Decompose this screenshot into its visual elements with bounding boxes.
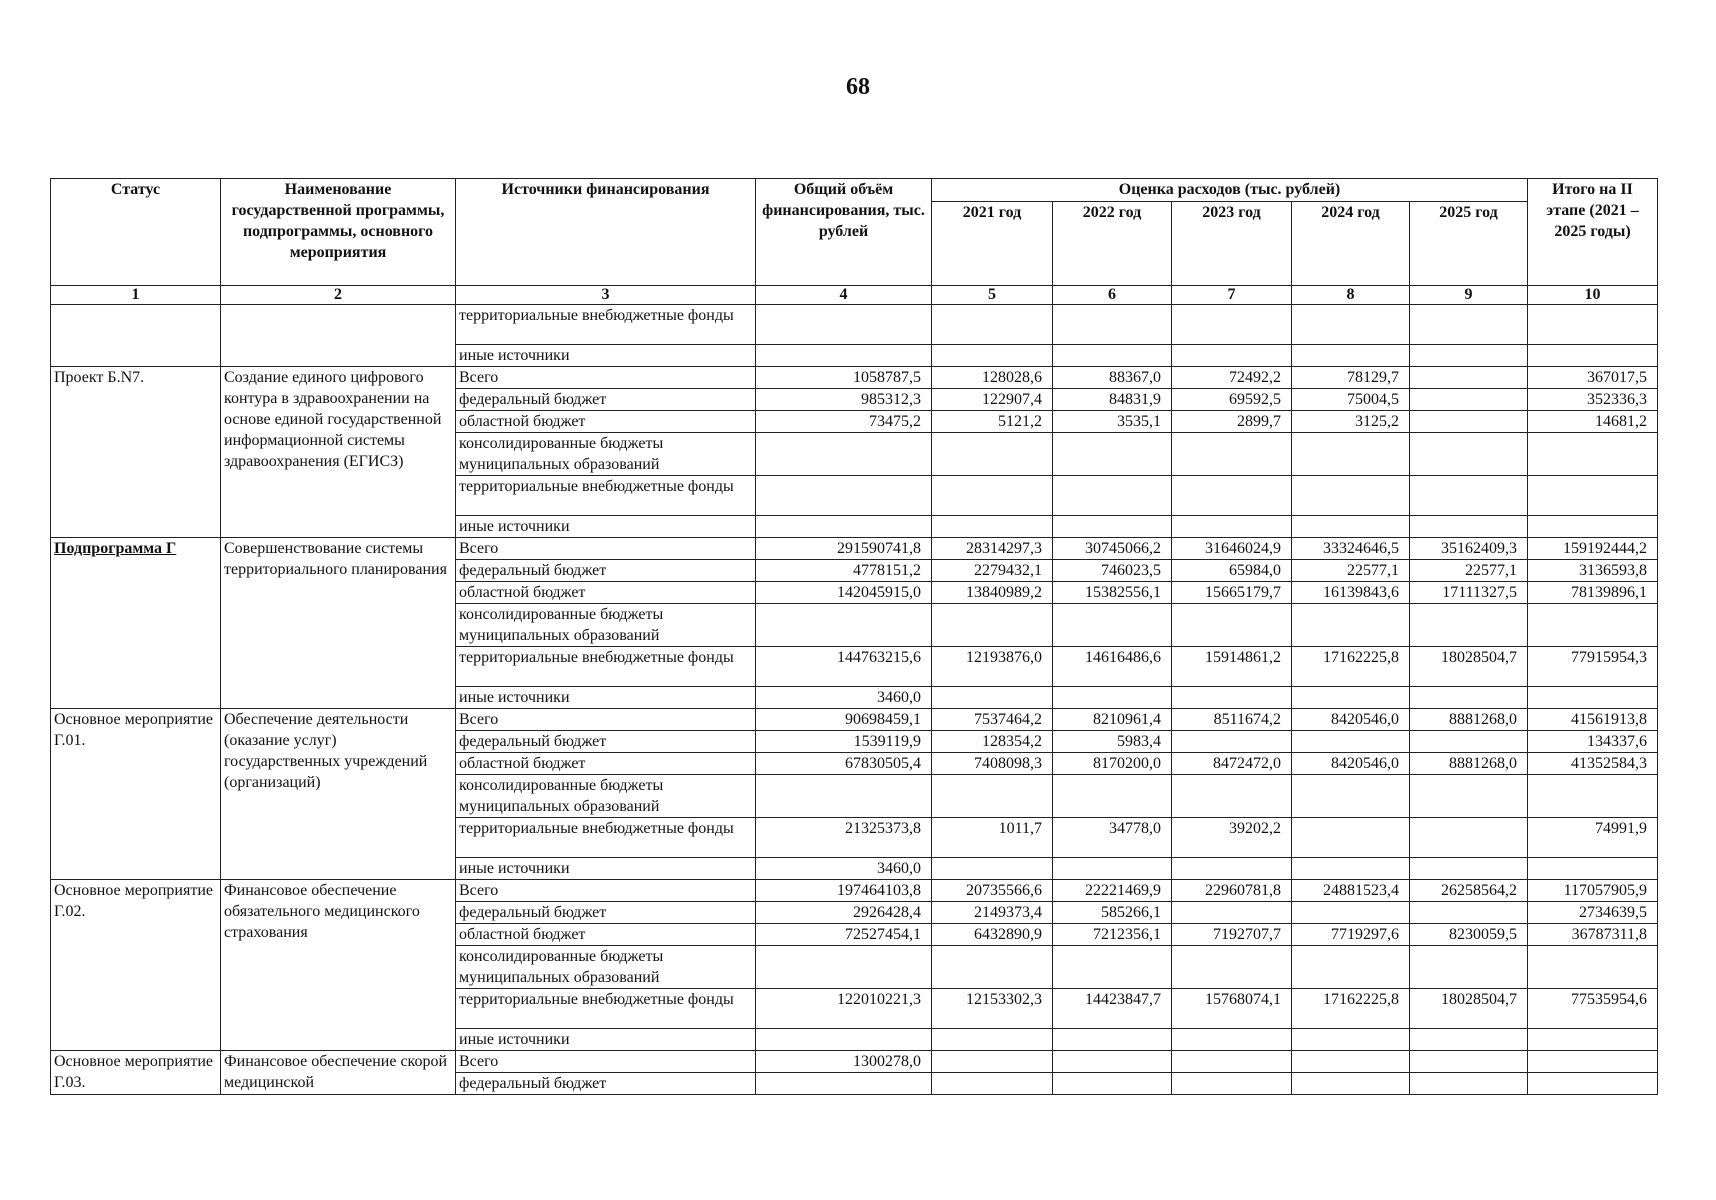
header-total: Общий объём финансирования, тыс. рублей xyxy=(756,179,932,286)
table-row xyxy=(51,538,1658,560)
value-cell-itogo: 2734639,5 xyxy=(1528,902,1658,924)
value-cell-total: 1539119,9 xyxy=(756,731,932,753)
value-cell-itogo: 159192444,2 xyxy=(1528,538,1658,560)
header-2025: 2025 год xyxy=(1410,202,1528,286)
value-cell-y2025 xyxy=(1410,1073,1528,1095)
value-cell-y2022 xyxy=(1053,604,1172,647)
value-cell-y2022: 8170200,0 xyxy=(1053,753,1172,775)
header-status: Статус xyxy=(51,179,221,286)
value-cell-y2023: 72492,2 xyxy=(1172,367,1292,389)
value-cell-total xyxy=(756,433,932,476)
value-cell-y2021 xyxy=(932,775,1053,818)
status-cell xyxy=(51,367,221,538)
status-cell xyxy=(51,1051,221,1095)
value-cell-y2023: 15768074,1 xyxy=(1172,989,1292,1029)
value-cell-itogo: 117057905,9 xyxy=(1528,880,1658,902)
value-cell-itogo: 41352584,3 xyxy=(1528,753,1658,775)
source-cell: иные источники xyxy=(456,858,756,880)
value-cell-y2022: 3535,1 xyxy=(1053,411,1172,433)
value-cell-y2023 xyxy=(1172,305,1292,345)
value-cell-y2025: 18028504,7 xyxy=(1410,989,1528,1029)
value-cell-y2021 xyxy=(932,1029,1053,1051)
program-name-cell xyxy=(221,305,456,367)
value-cell-y2025 xyxy=(1410,433,1528,476)
value-cell-itogo xyxy=(1528,516,1658,538)
value-cell-y2023 xyxy=(1172,687,1292,709)
table-row xyxy=(51,367,1658,389)
value-cell-y2022: 88367,0 xyxy=(1053,367,1172,389)
status-text: Основное мероприятие Г.02. xyxy=(54,882,213,920)
value-cell-y2023 xyxy=(1172,604,1292,647)
column-number-row xyxy=(51,286,1658,305)
value-cell-y2023: 7192707,7 xyxy=(1172,924,1292,946)
value-cell-total: 1058787,5 xyxy=(756,367,932,389)
value-cell-itogo: 74991,9 xyxy=(1528,818,1658,858)
value-cell-y2021 xyxy=(932,858,1053,880)
value-cell-total: 21325373,8 xyxy=(756,818,932,858)
value-cell-y2022 xyxy=(1053,345,1172,367)
source-cell: Всего xyxy=(456,538,756,560)
value-cell-y2021 xyxy=(932,687,1053,709)
value-cell-y2023: 15665179,7 xyxy=(1172,582,1292,604)
value-cell-y2021: 7408098,3 xyxy=(932,753,1053,775)
value-cell-itogo xyxy=(1528,775,1658,818)
program-name-cell: Создание единого цифрового контура в здравоохранении на основе единой государственной информационной системы здравоохранения (ЕГИСЗ) xyxy=(221,367,456,538)
value-cell-itogo xyxy=(1528,433,1658,476)
value-cell-y2021 xyxy=(932,1051,1053,1073)
value-cell-total: 67830505,4 xyxy=(756,753,932,775)
program-name-cell: Финансовое обеспечение скорой медицинской xyxy=(221,1051,456,1095)
value-cell-y2025 xyxy=(1410,775,1528,818)
value-cell-total: 4778151,2 xyxy=(756,560,932,582)
value-cell-y2021: 6432890,9 xyxy=(932,924,1053,946)
value-cell-y2024 xyxy=(1292,476,1410,516)
source-cell: областной бюджет xyxy=(456,753,756,775)
value-cell-y2023 xyxy=(1172,946,1292,989)
value-cell-y2022 xyxy=(1053,946,1172,989)
value-cell-y2021: 12193876,0 xyxy=(932,647,1053,687)
value-cell-itogo: 367017,5 xyxy=(1528,367,1658,389)
value-cell-y2025 xyxy=(1410,604,1528,647)
source-cell: территориальные внебюджетные фонды xyxy=(456,989,756,1029)
status-text: Основное мероприятие Г.03. xyxy=(54,1053,213,1091)
value-cell-y2024 xyxy=(1292,1029,1410,1051)
value-cell-total xyxy=(756,1073,932,1095)
value-cell-y2023: 8472472,0 xyxy=(1172,753,1292,775)
value-cell-y2025 xyxy=(1410,946,1528,989)
value-cell-y2025: 8881268,0 xyxy=(1410,753,1528,775)
value-cell-y2024 xyxy=(1292,604,1410,647)
value-cell-y2023: 15914861,2 xyxy=(1172,647,1292,687)
value-cell-y2025 xyxy=(1410,516,1528,538)
program-name-cell: Совершенствование системы территориального планирования xyxy=(221,538,456,709)
source-cell: территориальные внебюджетные фонды xyxy=(456,647,756,687)
value-cell-y2022 xyxy=(1053,858,1172,880)
value-cell-itogo xyxy=(1528,476,1658,516)
value-cell-y2022 xyxy=(1053,687,1172,709)
value-cell-y2024 xyxy=(1292,902,1410,924)
value-cell-y2024 xyxy=(1292,1051,1410,1073)
source-cell: федеральный бюджет xyxy=(456,1073,756,1095)
value-cell-total: 1300278,0 xyxy=(756,1051,932,1073)
value-cell-y2023 xyxy=(1172,1029,1292,1051)
value-cell-y2022: 84831,9 xyxy=(1053,389,1172,411)
value-cell-y2024 xyxy=(1292,433,1410,476)
value-cell-y2022 xyxy=(1053,1073,1172,1095)
value-cell-itogo xyxy=(1528,1051,1658,1073)
source-cell: областной бюджет xyxy=(456,582,756,604)
value-cell-y2023 xyxy=(1172,858,1292,880)
value-cell-y2021: 20735566,6 xyxy=(932,880,1053,902)
value-cell-total: 3460,0 xyxy=(756,858,932,880)
value-cell-total: 72527454,1 xyxy=(756,924,932,946)
source-cell: консолидированные бюджеты муниципальных образований xyxy=(456,946,756,989)
source-cell: иные источники xyxy=(456,687,756,709)
value-cell-total xyxy=(756,946,932,989)
table-row xyxy=(51,709,1658,731)
value-cell-y2021: 122907,4 xyxy=(932,389,1053,411)
value-cell-y2024: 8420546,0 xyxy=(1292,753,1410,775)
value-cell-y2022: 746023,5 xyxy=(1053,560,1172,582)
value-cell-itogo xyxy=(1528,1073,1658,1095)
column-number: 9 xyxy=(1410,286,1528,305)
value-cell-y2024 xyxy=(1292,946,1410,989)
status-cell xyxy=(51,305,221,367)
value-cell-y2025 xyxy=(1410,731,1528,753)
value-cell-total xyxy=(756,775,932,818)
value-cell-y2023 xyxy=(1172,1051,1292,1073)
value-cell-y2022: 7212356,1 xyxy=(1053,924,1172,946)
value-cell-itogo: 3136593,8 xyxy=(1528,560,1658,582)
value-cell-y2022: 14423847,7 xyxy=(1053,989,1172,1029)
source-cell: Всего xyxy=(456,880,756,902)
table-row xyxy=(51,880,1658,902)
value-cell-itogo: 78139896,1 xyxy=(1528,582,1658,604)
value-cell-y2025 xyxy=(1410,389,1528,411)
value-cell-y2024 xyxy=(1292,858,1410,880)
source-cell: иные источники xyxy=(456,516,756,538)
value-cell-y2024: 8420546,0 xyxy=(1292,709,1410,731)
value-cell-total: 291590741,8 xyxy=(756,538,932,560)
value-cell-y2025 xyxy=(1410,1029,1528,1051)
value-cell-y2021 xyxy=(932,305,1053,345)
header-estimate: Оценка расходов (тыс. рублей) xyxy=(932,179,1528,202)
value-cell-y2022 xyxy=(1053,476,1172,516)
value-cell-y2024 xyxy=(1292,516,1410,538)
value-cell-itogo xyxy=(1528,687,1658,709)
value-cell-total: 3460,0 xyxy=(756,687,932,709)
value-cell-y2023: 22960781,8 xyxy=(1172,880,1292,902)
header-name: Наименование государственной программы, подпрограммы, основного мероприятия xyxy=(221,179,456,286)
value-cell-itogo xyxy=(1528,858,1658,880)
value-cell-total: 985312,3 xyxy=(756,389,932,411)
value-cell-y2024: 24881523,4 xyxy=(1292,880,1410,902)
value-cell-y2022 xyxy=(1053,1029,1172,1051)
value-cell-y2023 xyxy=(1172,902,1292,924)
value-cell-y2025 xyxy=(1410,367,1528,389)
source-cell: федеральный бюджет xyxy=(456,560,756,582)
source-cell: консолидированные бюджеты муниципальных образований xyxy=(456,604,756,647)
value-cell-y2025: 26258564,2 xyxy=(1410,880,1528,902)
value-cell-y2021 xyxy=(932,345,1053,367)
value-cell-y2022: 15382556,1 xyxy=(1053,582,1172,604)
value-cell-itogo xyxy=(1528,946,1658,989)
value-cell-y2022 xyxy=(1053,1051,1172,1073)
value-cell-y2021 xyxy=(932,604,1053,647)
status-cell xyxy=(51,880,221,1051)
value-cell-itogo: 352336,3 xyxy=(1528,389,1658,411)
value-cell-total: 144763215,6 xyxy=(756,647,932,687)
value-cell-y2025 xyxy=(1410,411,1528,433)
value-cell-y2025: 35162409,3 xyxy=(1410,538,1528,560)
value-cell-itogo xyxy=(1528,305,1658,345)
value-cell-itogo xyxy=(1528,1029,1658,1051)
value-cell-y2023 xyxy=(1172,775,1292,818)
value-cell-y2022 xyxy=(1053,775,1172,818)
source-cell: консолидированные бюджеты муниципальных образований xyxy=(456,775,756,818)
value-cell-y2023: 2899,7 xyxy=(1172,411,1292,433)
value-cell-y2022 xyxy=(1053,433,1172,476)
column-number: 5 xyxy=(932,286,1053,305)
value-cell-total: 197464103,8 xyxy=(756,880,932,902)
source-cell: консолидированные бюджеты муниципальных образований xyxy=(456,433,756,476)
value-cell-y2025 xyxy=(1410,687,1528,709)
source-cell: Всего xyxy=(456,367,756,389)
status-text: Основное мероприятие Г.01. xyxy=(54,711,213,749)
value-cell-y2024 xyxy=(1292,1073,1410,1095)
source-cell: территориальные внебюджетные фонды xyxy=(456,818,756,858)
value-cell-y2024: 3125,2 xyxy=(1292,411,1410,433)
value-cell-y2024 xyxy=(1292,687,1410,709)
value-cell-y2025 xyxy=(1410,818,1528,858)
value-cell-y2021 xyxy=(932,433,1053,476)
value-cell-total: 2926428,4 xyxy=(756,902,932,924)
value-cell-y2023 xyxy=(1172,1073,1292,1095)
value-cell-itogo xyxy=(1528,345,1658,367)
value-cell-y2024 xyxy=(1292,305,1410,345)
header-2021: 2021 год xyxy=(932,202,1053,286)
value-cell-y2022 xyxy=(1053,516,1172,538)
value-cell-y2024: 7719297,6 xyxy=(1292,924,1410,946)
value-cell-total: 73475,2 xyxy=(756,411,932,433)
value-cell-y2023 xyxy=(1172,345,1292,367)
value-cell-y2024: 22577,1 xyxy=(1292,560,1410,582)
source-cell: областной бюджет xyxy=(456,924,756,946)
value-cell-total: 142045915,0 xyxy=(756,582,932,604)
value-cell-itogo xyxy=(1528,604,1658,647)
value-cell-itogo: 14681,2 xyxy=(1528,411,1658,433)
value-cell-y2025: 8230059,5 xyxy=(1410,924,1528,946)
value-cell-y2024 xyxy=(1292,775,1410,818)
value-cell-y2024: 33324646,5 xyxy=(1292,538,1410,560)
value-cell-total xyxy=(756,305,932,345)
status-text: Проект Б.N7. xyxy=(54,369,145,386)
column-number: 3 xyxy=(456,286,756,305)
value-cell-y2024: 17162225,8 xyxy=(1292,647,1410,687)
value-cell-itogo: 36787311,8 xyxy=(1528,924,1658,946)
source-cell: федеральный бюджет xyxy=(456,389,756,411)
column-number: 10 xyxy=(1528,286,1658,305)
column-number: 7 xyxy=(1172,286,1292,305)
column-number: 1 xyxy=(51,286,221,305)
header-2024: 2024 год xyxy=(1292,202,1410,286)
value-cell-itogo: 77535954,6 xyxy=(1528,989,1658,1029)
source-cell: территориальные внебюджетные фонды xyxy=(456,305,756,345)
source-cell: Всего xyxy=(456,709,756,731)
source-cell: территориальные внебюджетные фонды xyxy=(456,476,756,516)
column-number: 2 xyxy=(221,286,456,305)
value-cell-y2025 xyxy=(1410,476,1528,516)
value-cell-y2025: 22577,1 xyxy=(1410,560,1528,582)
value-cell-itogo: 134337,6 xyxy=(1528,731,1658,753)
value-cell-y2021: 13840989,2 xyxy=(932,582,1053,604)
source-cell: иные источники xyxy=(456,345,756,367)
table-body xyxy=(51,305,1658,1095)
value-cell-y2025 xyxy=(1410,1051,1528,1073)
header-2023: 2023 год xyxy=(1172,202,1292,286)
value-cell-y2023 xyxy=(1172,731,1292,753)
value-cell-y2022: 30745066,2 xyxy=(1053,538,1172,560)
value-cell-y2021 xyxy=(932,1073,1053,1095)
value-cell-itogo: 77915954,3 xyxy=(1528,647,1658,687)
value-cell-y2023: 65984,0 xyxy=(1172,560,1292,582)
value-cell-y2021: 12153302,3 xyxy=(932,989,1053,1029)
value-cell-y2023 xyxy=(1172,476,1292,516)
value-cell-y2023: 31646024,9 xyxy=(1172,538,1292,560)
value-cell-y2024 xyxy=(1292,345,1410,367)
table-row xyxy=(51,305,1658,345)
value-cell-y2022: 34778,0 xyxy=(1053,818,1172,858)
value-cell-total xyxy=(756,516,932,538)
value-cell-y2021: 128354,2 xyxy=(932,731,1053,753)
value-cell-y2022: 5983,4 xyxy=(1053,731,1172,753)
value-cell-y2025: 17111327,5 xyxy=(1410,582,1528,604)
value-cell-y2024: 16139843,6 xyxy=(1292,582,1410,604)
value-cell-y2024: 17162225,8 xyxy=(1292,989,1410,1029)
value-cell-y2022 xyxy=(1053,305,1172,345)
value-cell-itogo: 41561913,8 xyxy=(1528,709,1658,731)
source-cell: областной бюджет xyxy=(456,411,756,433)
source-cell: иные источники xyxy=(456,1029,756,1051)
value-cell-y2021: 128028,6 xyxy=(932,367,1053,389)
value-cell-y2021 xyxy=(932,476,1053,516)
value-cell-y2021: 2149373,4 xyxy=(932,902,1053,924)
value-cell-y2025 xyxy=(1410,858,1528,880)
value-cell-y2021: 2279432,1 xyxy=(932,560,1053,582)
value-cell-y2022: 585266,1 xyxy=(1053,902,1172,924)
value-cell-y2023: 8511674,2 xyxy=(1172,709,1292,731)
value-cell-total xyxy=(756,1029,932,1051)
value-cell-y2021 xyxy=(932,516,1053,538)
value-cell-y2023: 69592,5 xyxy=(1172,389,1292,411)
value-cell-y2022: 8210961,4 xyxy=(1053,709,1172,731)
value-cell-y2022: 22221469,9 xyxy=(1053,880,1172,902)
value-cell-y2024 xyxy=(1292,731,1410,753)
value-cell-y2021: 5121,2 xyxy=(932,411,1053,433)
value-cell-y2025: 18028504,7 xyxy=(1410,647,1528,687)
value-cell-y2023 xyxy=(1172,433,1292,476)
value-cell-total xyxy=(756,476,932,516)
value-cell-y2025 xyxy=(1410,902,1528,924)
value-cell-y2023: 39202,2 xyxy=(1172,818,1292,858)
value-cell-y2021 xyxy=(932,946,1053,989)
column-number: 6 xyxy=(1053,286,1172,305)
status-cell xyxy=(51,538,221,709)
column-number: 8 xyxy=(1292,286,1410,305)
column-number: 4 xyxy=(756,286,932,305)
program-name-cell: Финансовое обеспечение обязательного медицинского страхования xyxy=(221,880,456,1051)
financing-table xyxy=(50,178,1658,1095)
status-cell xyxy=(51,709,221,880)
page-number: 68 xyxy=(846,74,870,100)
header-itogo: Итого на II этапе (2021 – 2025 годы) xyxy=(1528,179,1658,286)
value-cell-y2025: 8881268,0 xyxy=(1410,709,1528,731)
value-cell-y2024 xyxy=(1292,818,1410,858)
header-2022: 2022 год xyxy=(1053,202,1172,286)
value-cell-y2025 xyxy=(1410,345,1528,367)
value-cell-y2024: 75004,5 xyxy=(1292,389,1410,411)
value-cell-y2023 xyxy=(1172,516,1292,538)
value-cell-total xyxy=(756,604,932,647)
table-row xyxy=(51,1051,1658,1073)
header-sources: Источники финансирования xyxy=(456,179,756,286)
program-name-cell: Обеспечение деятельности (оказание услуг) государственных учреждений (организаций) xyxy=(221,709,456,880)
value-cell-y2021: 1011,7 xyxy=(932,818,1053,858)
source-cell: Всего xyxy=(456,1051,756,1073)
value-cell-y2022: 14616486,6 xyxy=(1053,647,1172,687)
value-cell-y2024: 78129,7 xyxy=(1292,367,1410,389)
value-cell-y2025 xyxy=(1410,305,1528,345)
value-cell-total: 90698459,1 xyxy=(756,709,932,731)
status-text: Подпрограмма Г xyxy=(54,540,177,557)
source-cell: федеральный бюджет xyxy=(456,731,756,753)
value-cell-y2021: 7537464,2 xyxy=(932,709,1053,731)
value-cell-total xyxy=(756,345,932,367)
source-cell: федеральный бюджет xyxy=(456,902,756,924)
value-cell-y2021: 28314297,3 xyxy=(932,538,1053,560)
value-cell-total: 122010221,3 xyxy=(756,989,932,1029)
